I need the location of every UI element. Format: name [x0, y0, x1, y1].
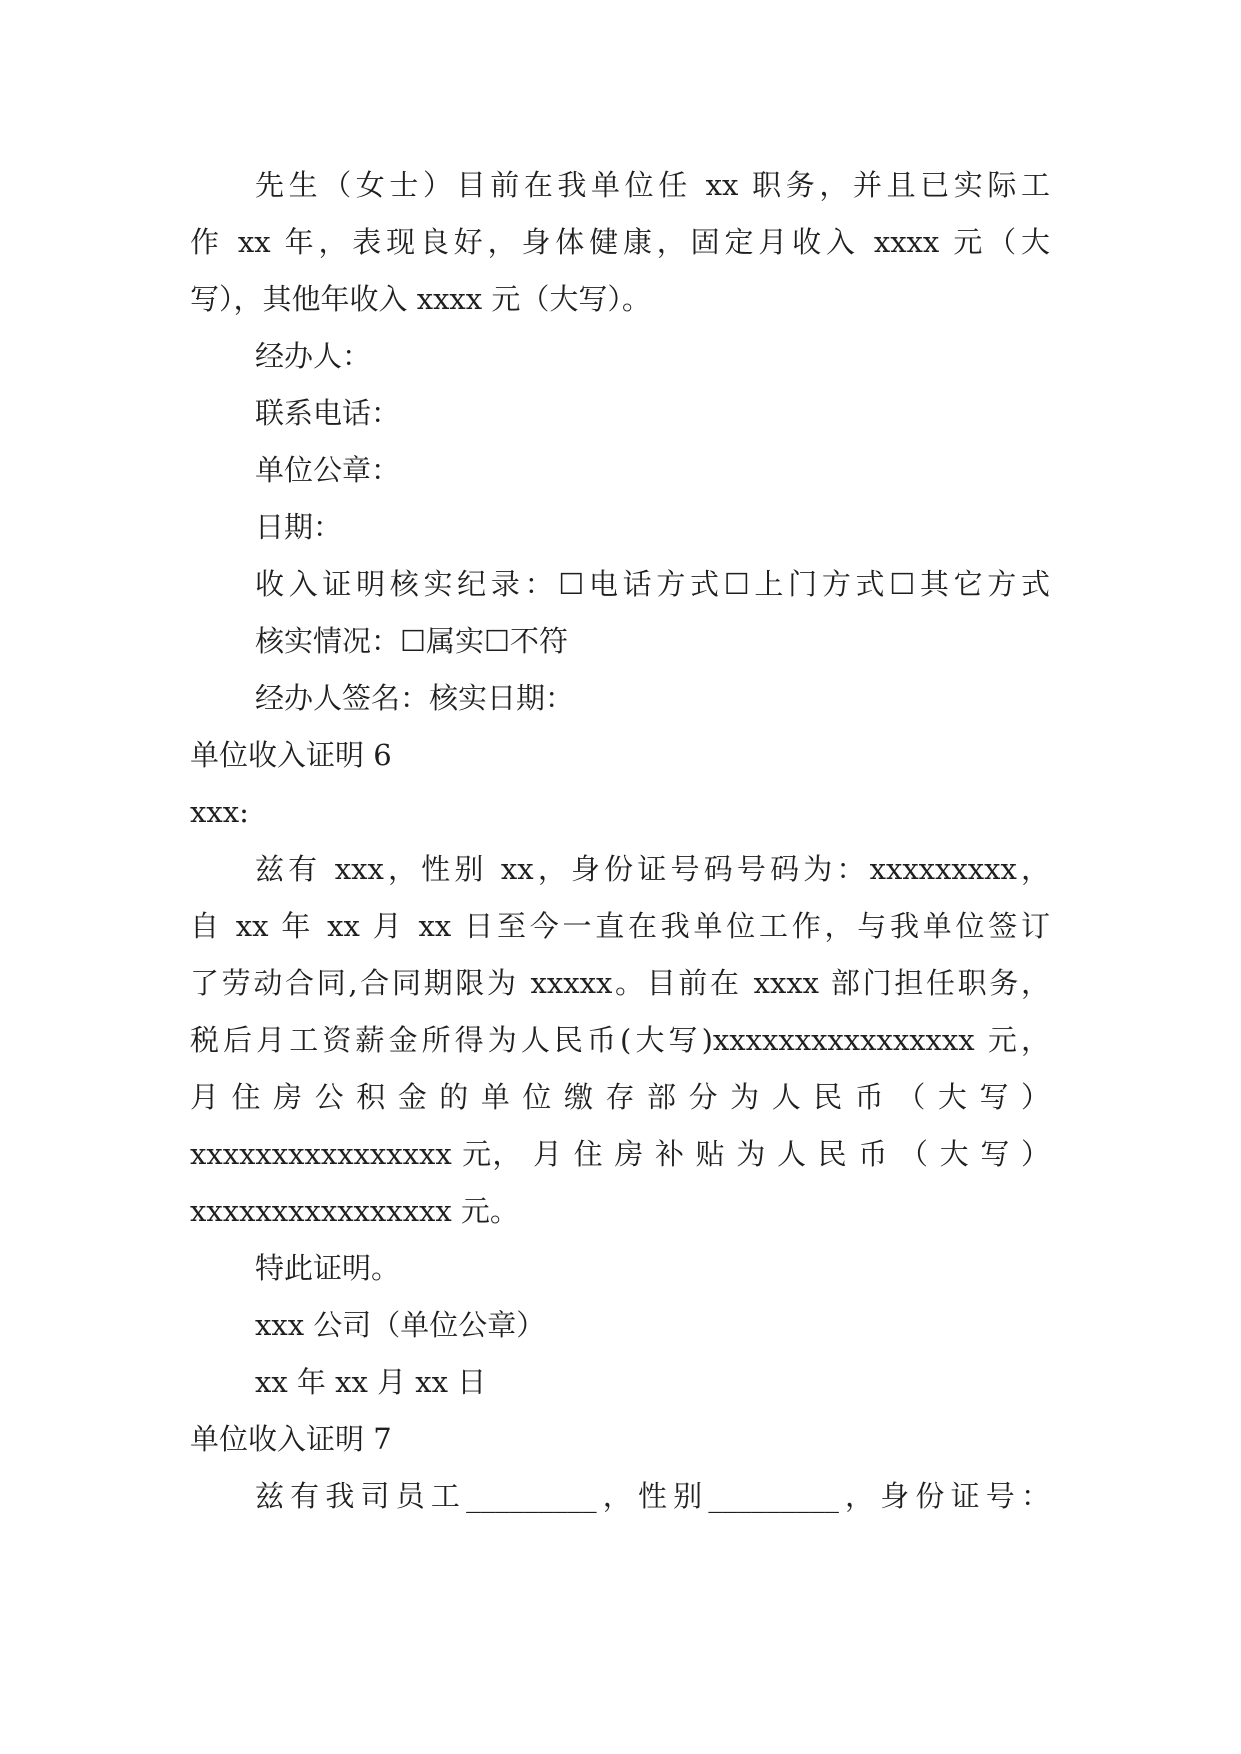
- paragraph-line: 兹有我司员工_________，性别_________，身份证号：: [255, 1479, 1050, 1513]
- paragraph-line: 了劳动合同,合同期限为 xxxxx。目前在 xxxx 部门担任职务，: [190, 966, 1050, 1000]
- paragraph-line: 作 xx 年，表现良好，身体健康，固定月收入 xxxx 元（大: [190, 225, 1050, 259]
- paragraph-line: xxxxxxxxxxxxxxxx 元， 月 住 房 补 贴 为 人 民 币 （ 大 写 ）: [190, 1137, 1050, 1171]
- seal-label: 单位公章：: [255, 453, 401, 487]
- phone-label: 联系电话：: [255, 396, 401, 430]
- paragraph-line: xxxxxxxxxxxxxxxx 元。: [190, 1194, 519, 1228]
- paragraph-line: 先生（女士）目前在我单位任 xx 职务，并且已实际工: [255, 168, 1050, 202]
- verification-record-line: 收入证明核实纪录：☐电话方式☐上门方式☐其它方式: [255, 567, 1050, 601]
- signature-date-line: 经办人签名：核实日期：: [255, 681, 575, 715]
- paragraph-line: 兹有 xxx，性别 xx，身份证号码号码为：xxxxxxxxx，: [255, 852, 1050, 886]
- date-line: xx 年 xx 月 xx 日: [255, 1365, 487, 1399]
- salutation: xxx:: [190, 795, 249, 829]
- paragraph-line: 自 xx 年 xx 月 xx 日至今一直在我单位工作，与我单位签订: [190, 909, 1050, 943]
- company-seal-line: xxx 公司（单位公章）: [255, 1308, 546, 1342]
- paragraph-line: 月 住 房 公 积 金 的 单 位 缴 存 部 分 为 人 民 币 （ 大 写 ）: [190, 1080, 1050, 1114]
- paragraph-line: 税后月工资薪金所得为人民币(大写)xxxxxxxxxxxxxxxx 元，: [190, 1023, 1050, 1057]
- closing-statement: 特此证明。: [255, 1251, 401, 1285]
- section-heading: 单位收入证明 6: [190, 738, 392, 772]
- section-heading: 单位收入证明 7: [190, 1422, 392, 1456]
- paragraph-line: 写），其他年收入 xxxx 元（大写）。: [190, 282, 651, 316]
- date-label: 日期：: [255, 510, 343, 544]
- verification-status-line: 核实情况：☐属实☐不符: [255, 624, 568, 658]
- handler-label: 经办人：: [255, 339, 372, 373]
